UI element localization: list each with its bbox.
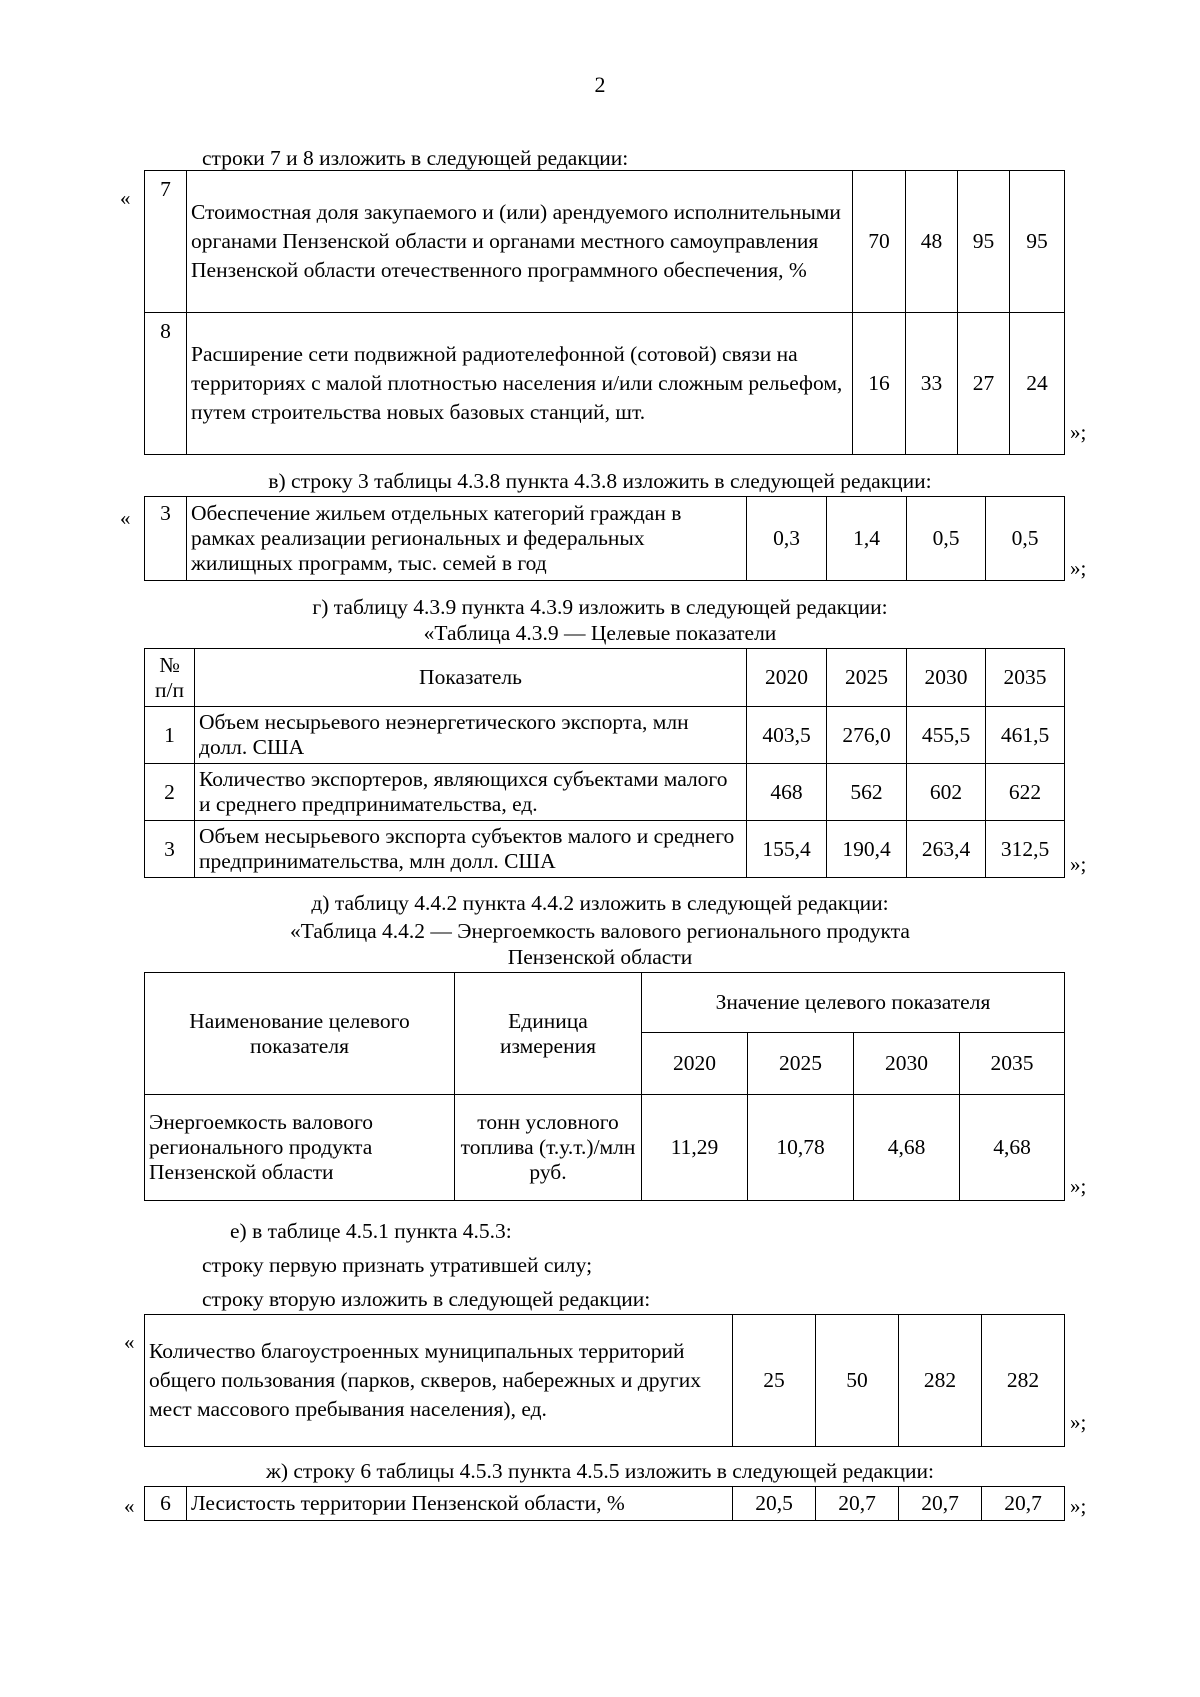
row-number: 3	[145, 821, 195, 878]
value-cell: 276,0	[827, 707, 907, 764]
value-cell: 20,7	[899, 1487, 982, 1521]
close-quote: »;	[1070, 556, 1087, 580]
caption-table-4-4-2-line2: Пензенской области	[507, 945, 693, 969]
row-name: Энергоемкость валового регионального продукта Пензенской области	[145, 1095, 455, 1201]
value-cell: 461,5	[986, 707, 1065, 764]
value-cell: 20,5	[733, 1487, 816, 1521]
value-cell: 562	[827, 764, 907, 821]
value-cell: 48	[906, 171, 958, 313]
table-row	[145, 497, 1065, 581]
table-4-5-1-row	[144, 1314, 1065, 1447]
header-year: 2020	[642, 1033, 748, 1095]
open-quote: «	[120, 186, 131, 210]
open-quote: «	[124, 1330, 135, 1354]
value-cell: 4,68	[854, 1095, 960, 1201]
value-cell: 20,7	[816, 1487, 899, 1521]
header-value-group: Значение целевого показателя	[642, 973, 1065, 1033]
instruction-row-6-table-4-5-3: ж) строку 6 таблицы 4.5.3 пункта 4.5.5 изложить в следующей редакции:	[266, 1459, 934, 1483]
value-cell: 0,5	[986, 497, 1065, 581]
value-cell: 11,29	[642, 1095, 748, 1201]
table-row	[145, 1095, 1065, 1201]
table-row	[145, 313, 1065, 455]
row-text: Количество экспортеров, являющихся субъектами малого и среднего предпринимательства, ед.	[195, 764, 747, 821]
table-row	[145, 821, 1065, 878]
table-row	[145, 171, 1065, 313]
row-text: Объем несырьевого неэнергетического экспорта, млн долл. США	[195, 707, 747, 764]
value-cell: 70	[853, 171, 906, 313]
value-cell: 468	[747, 764, 827, 821]
close-quote: »;	[1070, 420, 1087, 444]
open-quote: «	[124, 1494, 135, 1518]
open-quote: «	[120, 506, 131, 530]
value-cell: 0,5	[907, 497, 986, 581]
row-unit: тонн условного топлива (т.у.т.)/млн руб.	[455, 1095, 642, 1201]
header-year: 2035	[986, 649, 1065, 707]
value-cell: 95	[958, 171, 1010, 313]
row-text: Объем несырьевого экспорта субъектов малого и среднего предпринимательства, млн долл. США	[195, 821, 747, 878]
row-text: Стоимостная доля закупаемого и (или) арендуемого исполнительными органами Пензенской области и органами местного самоуправления Пензенской области отечественного программного обеспечения, %	[187, 171, 853, 313]
table-rows-7-8	[144, 170, 1065, 455]
header-name: Наименование целевого показателя	[145, 973, 455, 1095]
value-cell: 10,78	[748, 1095, 854, 1201]
value-cell: 282	[982, 1315, 1065, 1447]
table-row	[145, 1487, 1065, 1521]
value-cell: 95	[1010, 171, 1065, 313]
value-cell: 622	[986, 764, 1065, 821]
header-unit: Единица измерения	[455, 973, 642, 1095]
value-cell: 24	[1010, 313, 1065, 455]
value-cell: 16	[853, 313, 906, 455]
table-row-6-4-5-3	[144, 1486, 1065, 1521]
row-number: 7	[145, 171, 187, 313]
value-cell: 1,4	[827, 497, 907, 581]
value-cell: 312,5	[986, 821, 1065, 878]
table-header-row	[145, 973, 1065, 1033]
instruction-rows-7-8: строки 7 и 8 изложить в следующей редакции:	[202, 146, 629, 170]
value-cell: 263,4	[907, 821, 986, 878]
caption-table-4-4-2-line1: «Таблица 4.4.2 — Энергоемкость валового регионального продукта	[290, 919, 910, 943]
row-text: Расширение сети подвижной радиотелефонной (сотовой) связи на территориях с малой плотностью населения и/или сложным рельефом, путем строительства новых базовых станций, шт.	[187, 313, 853, 455]
value-cell: 455,5	[907, 707, 986, 764]
close-quote: »;	[1070, 1410, 1087, 1434]
header-year: 2030	[907, 649, 986, 707]
value-cell: 190,4	[827, 821, 907, 878]
page-number: 2	[594, 72, 606, 97]
value-cell: 403,5	[747, 707, 827, 764]
close-quote: »;	[1070, 1174, 1087, 1198]
value-cell: 0,3	[747, 497, 827, 581]
row-number: 2	[145, 764, 195, 821]
table-4-4-2	[144, 972, 1065, 1201]
header-number: № п/п	[145, 649, 195, 707]
row-text: Обеспечение жильем отдельных категорий граждан в рамках реализации региональных и федеральных жилищных программ, тыс. семей в год	[187, 497, 747, 581]
row-text: Лесистость территории Пензенской области, %	[187, 1487, 733, 1521]
header-year: 2025	[748, 1033, 854, 1095]
table-header-row	[145, 649, 1065, 707]
table-row	[145, 764, 1065, 821]
row-text: Количество благоустроенных муниципальных территорий общего пользования (парков, скверов, набережных и других мест массового пребывания населения), ед.	[145, 1315, 733, 1447]
row-number: 1	[145, 707, 195, 764]
value-cell: 155,4	[747, 821, 827, 878]
close-quote: »;	[1070, 852, 1087, 876]
value-cell: 20,7	[982, 1487, 1065, 1521]
close-quote: »;	[1070, 1494, 1087, 1518]
instruction-row-3-table-4-3-8: в) строку 3 таблицы 4.3.8 пункта 4.3.8 изложить в следующей редакции:	[268, 469, 932, 493]
table-row	[145, 1315, 1065, 1447]
header-year: 2035	[960, 1033, 1065, 1095]
caption-table-4-3-9: «Таблица 4.3.9 — Целевые показатели	[423, 621, 777, 645]
row-number: 8	[145, 313, 187, 455]
value-cell: 602	[907, 764, 986, 821]
header-year: 2025	[827, 649, 907, 707]
instruction-table-4-5-1: е) в таблице 4.5.1 пункта 4.5.3:	[230, 1219, 512, 1243]
table-4-3-9	[144, 648, 1065, 878]
row-number: 3	[145, 497, 187, 581]
header-year: 2020	[747, 649, 827, 707]
table-row-3-4-3-8	[144, 496, 1065, 581]
row-number: 6	[145, 1487, 187, 1521]
value-cell: 282	[899, 1315, 982, 1447]
value-cell: 27	[958, 313, 1010, 455]
value-cell: 50	[816, 1315, 899, 1447]
value-cell: 25	[733, 1315, 816, 1447]
table-row	[145, 707, 1065, 764]
value-cell: 4,68	[960, 1095, 1065, 1201]
instruction-line-first-row: строку первую признать утратившей силу;	[202, 1253, 593, 1277]
header-indicator: Показатель	[195, 649, 747, 707]
instruction-line-second-row: строку вторую изложить в следующей редакции:	[202, 1287, 651, 1311]
instruction-table-4-3-9: г) таблицу 4.3.9 пункта 4.3.9 изложить в следующей редакции:	[312, 595, 888, 619]
instruction-table-4-4-2: д) таблицу 4.4.2 пункта 4.4.2 изложить в следующей редакции:	[311, 891, 889, 915]
value-cell: 33	[906, 313, 958, 455]
header-year: 2030	[854, 1033, 960, 1095]
